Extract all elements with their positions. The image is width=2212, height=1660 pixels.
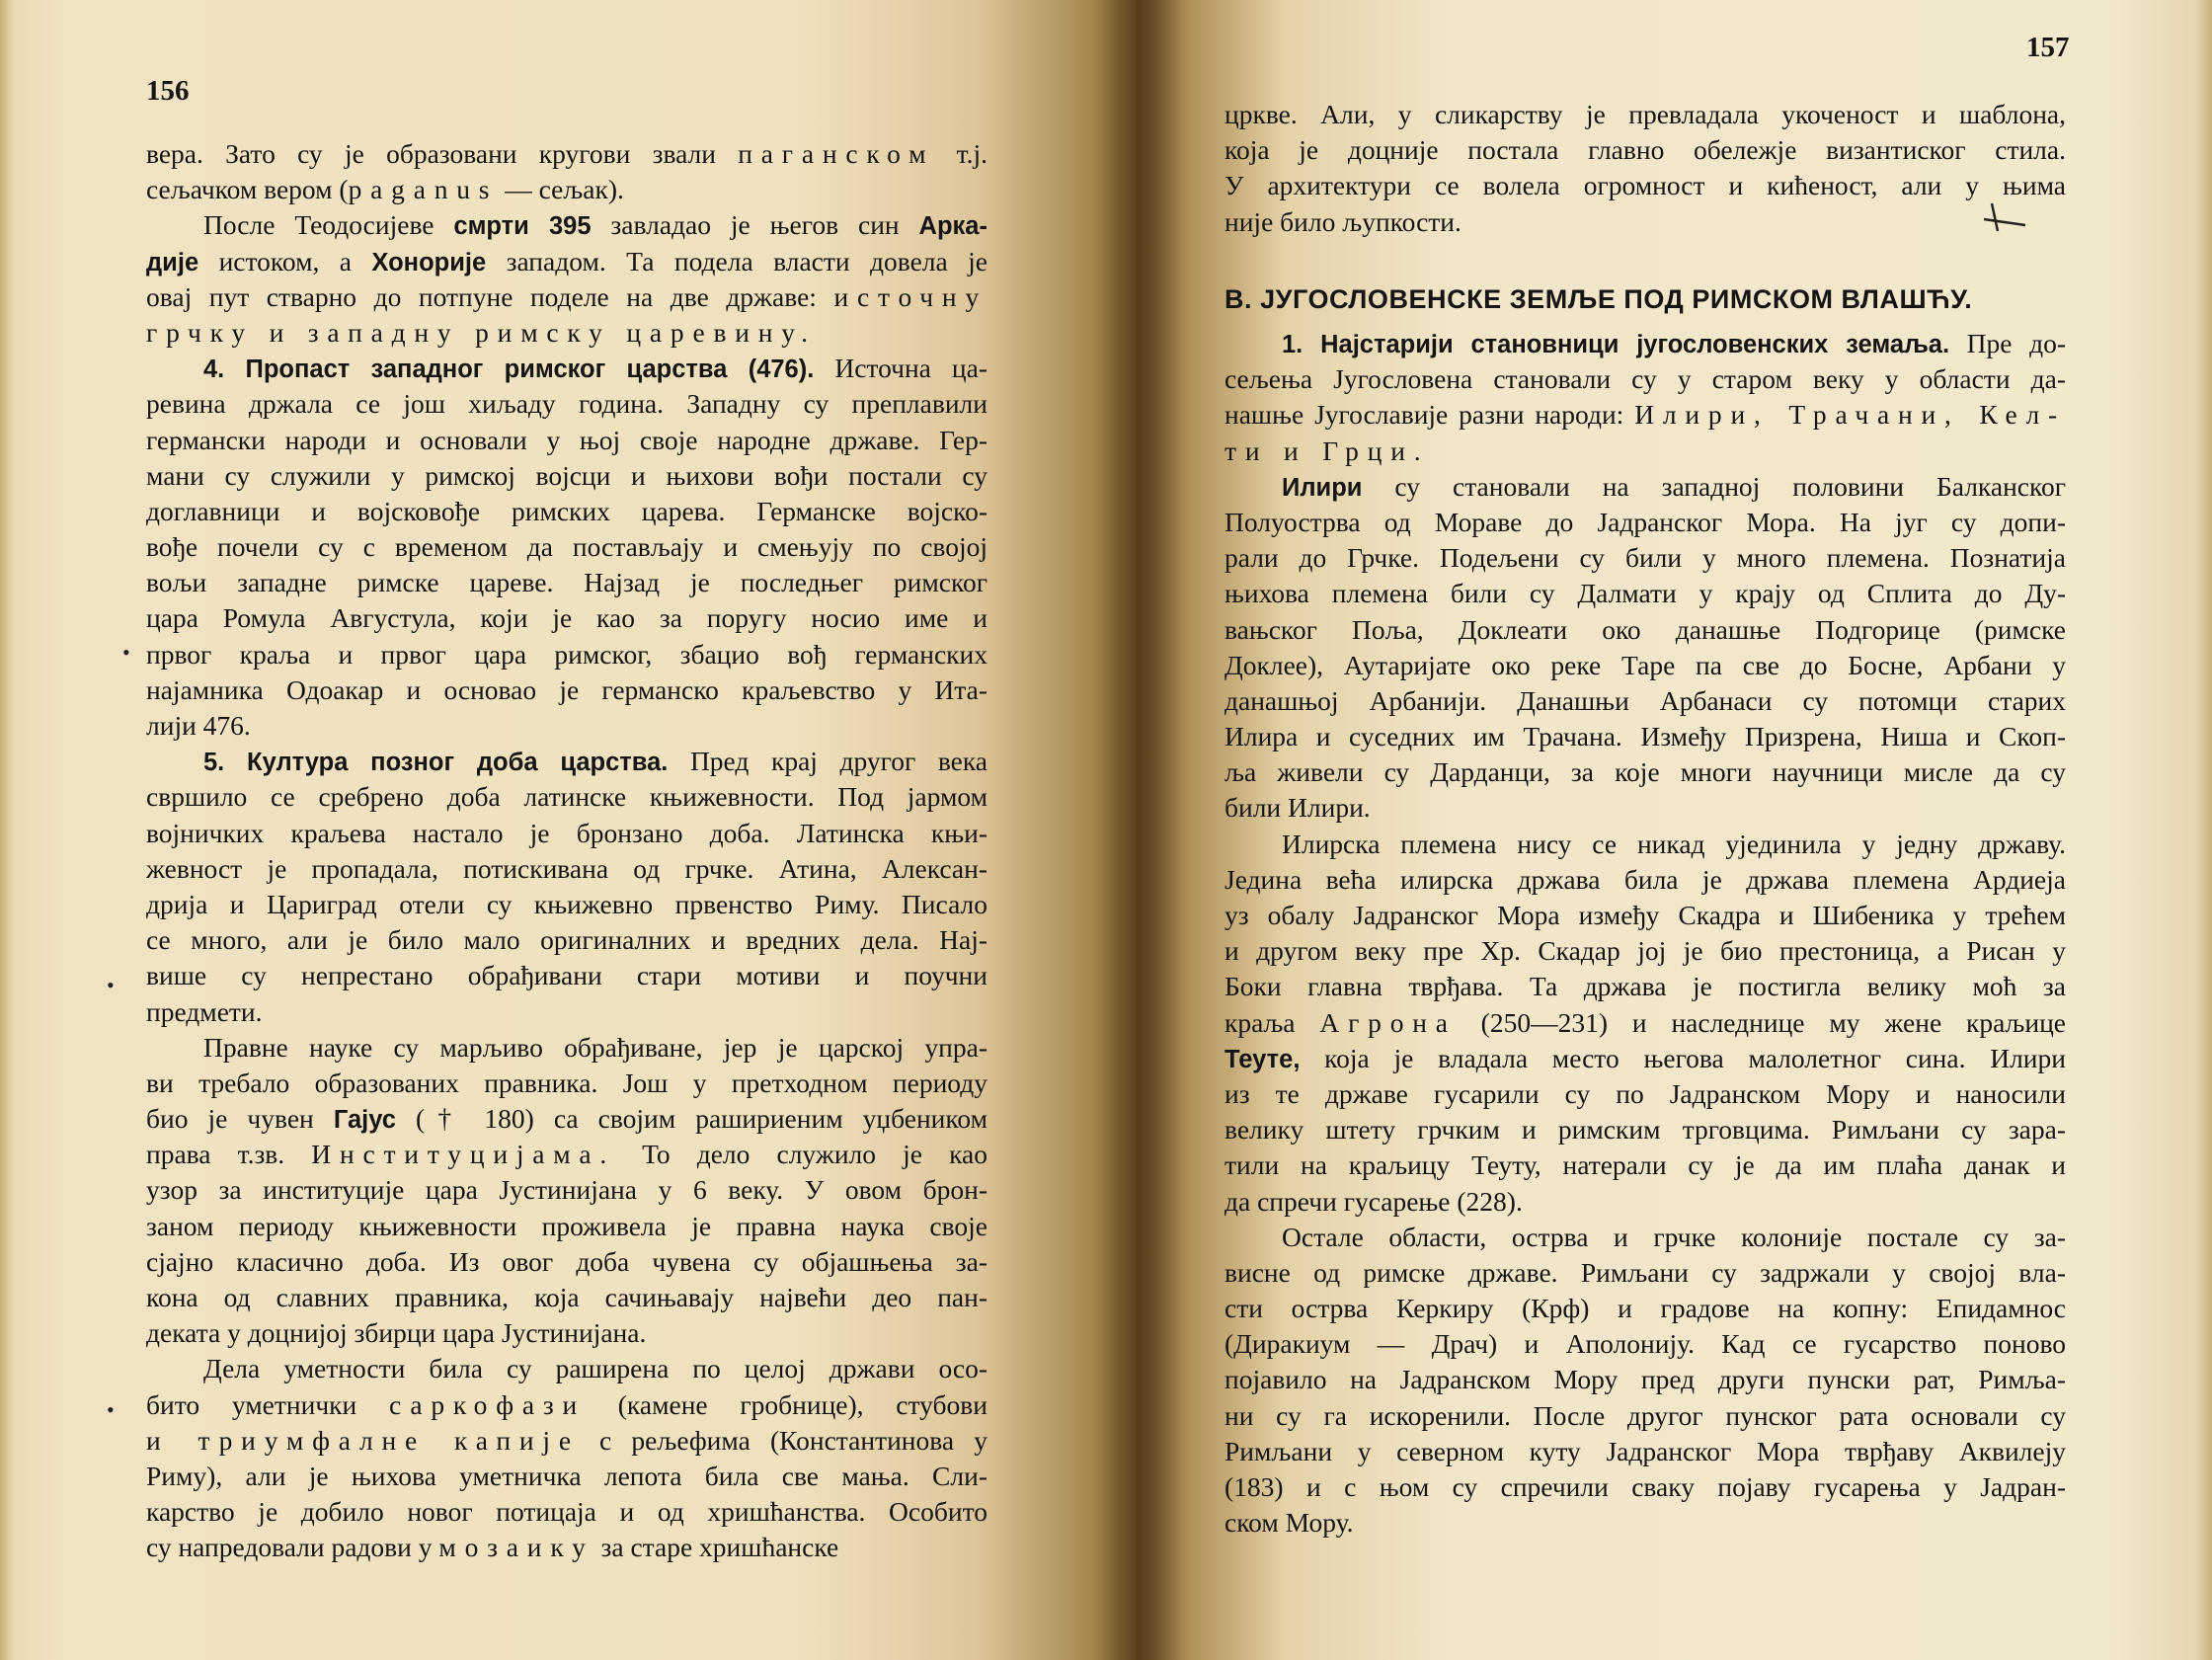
text-line [146, 851, 988, 887]
text-segment: Полуострва од Мораве до Јадранског Мора. На југ су допи- [1224, 506, 2066, 537]
bold-text: Илири [1282, 473, 1363, 502]
text-line [1224, 397, 2066, 433]
text-line [1224, 612, 2066, 648]
text-line [1224, 1005, 2066, 1041]
text-segment: сељачком вером ( [146, 174, 349, 205]
text-line [1224, 1469, 2066, 1505]
text-segment: лији 476. [146, 710, 251, 741]
text-line [146, 351, 988, 386]
text-line [146, 315, 988, 351]
text-segment: вера. Зато су је образовани кругови звали [146, 138, 739, 169]
text-segment: висне од римске државе. Римљани су задржали у својој вла- [1224, 1256, 2066, 1288]
bold-text: 5. Култура позног доба царства. [203, 749, 669, 777]
bold-text: Арка- [918, 212, 988, 241]
spaced-emphasis-text: мозаику [438, 1532, 594, 1563]
text-line [146, 494, 988, 529]
text-line [146, 779, 988, 815]
text-segment: више су непрестано обрађивани стари мотиви и поучни [146, 960, 988, 991]
text-line [1224, 898, 2066, 933]
spaced-emphasis-text: Институцијама. [311, 1139, 615, 1170]
text-line [1224, 827, 2066, 862]
text-segment: да спречи гусарење (228). [1224, 1185, 1523, 1217]
text-segment: велику штету грчким и римским трговцима. Римљани су зара- [1224, 1114, 2066, 1146]
text-line [1224, 969, 2066, 1004]
text-line [1224, 326, 2066, 361]
text-line [146, 565, 988, 600]
text-segment: ском Мору. [1224, 1507, 1354, 1539]
spaced-emphasis-text: paganus [348, 174, 499, 205]
section-heading: В. ЈУГОСЛОВЕНСКЕ ЗЕМЉЕ ПОД РИМСКОМ ВЛАШЋУ. [1224, 284, 1973, 314]
bold-text: смрти 395 [453, 212, 592, 241]
text-segment: данашњој Арбанији. Данашњи Арбанаси су потомци старих [1224, 684, 2066, 716]
text-segment: Дела уметности била су раширена по целој држави осо- [203, 1353, 988, 1384]
text-segment: свршило се сребрено доба латинске књижевности. Под јармом [146, 781, 988, 813]
text-line [146, 1530, 988, 1565]
text-line [146, 458, 988, 494]
spaced-emphasis-text: паганском [738, 138, 935, 169]
text-line [1224, 719, 2066, 754]
text-segment: и другом веку пре Хр. Скадар јој је био престоница, а Рисан у [1224, 935, 2066, 967]
text-segment: жевност је пропадала, потискивана од грчке. Атина, Алексан- [146, 852, 988, 884]
page-edge-shadow [2196, 0, 2212, 1660]
text-segment: (250—231) и наследнице му жене краљице [1456, 1006, 2066, 1038]
margin-dot-icon: • [107, 1397, 115, 1422]
text-segment: Источна ца- [814, 353, 988, 384]
text-line [1224, 862, 2066, 898]
text-segment: тили на краљицу Теуту, натерали су је да им плаћа данак и [1224, 1149, 2066, 1181]
text-line [1224, 1220, 2066, 1255]
text-segment: која је доцније постала главно обележје византиског стила. [1224, 134, 2066, 166]
text-line [146, 994, 988, 1030]
page-number-left: 156 [146, 75, 190, 107]
text-segment: рали до Грчке. Подељени су били у много племена. Познатија [1224, 542, 2066, 574]
spaced-emphasis-text: грчку и западну римску царевину. [146, 316, 817, 348]
text-segment: вође почели су с временом да постављају и смењују по својој [146, 531, 988, 563]
text-segment: права т.зв. [146, 1139, 312, 1170]
text-line [146, 672, 988, 708]
right-page-text-top [1224, 97, 2066, 240]
bold-text: 4. Пропаст западног римског царства (476). [203, 356, 815, 384]
text-line [146, 637, 988, 672]
text-segment: (183) и с њом су спречили сваку појаву гусарења у Јадран- [1224, 1471, 2066, 1502]
text-segment: сти острва Керкиру (Крф) и градове на копну: Епидамнос [1224, 1293, 2066, 1324]
text-line [146, 887, 988, 922]
text-line [146, 279, 988, 315]
text-line [146, 1459, 988, 1494]
text-line [1224, 168, 2066, 203]
text-segment: која је владала место његова малолетног сина. Илири [1300, 1042, 2066, 1073]
text-segment: цара Ромула Августула, који је као за поругу носио име и [146, 602, 988, 634]
text-line [1224, 540, 2066, 576]
text-line [146, 386, 988, 422]
bold-text: 1. Најстарији становници југословенских земаља. [1282, 331, 1950, 358]
text-segment: заном периоду књижевности проживела је правна наука своје [146, 1210, 988, 1241]
text-segment: најамника Одоакар и основао је германско краљевство у Ита- [146, 673, 988, 705]
text-line [1224, 1076, 2066, 1112]
text-segment: овај пут стварно до потпуне поделе на две државе: [146, 280, 834, 312]
text-segment: западом. Та подела власти довела је [486, 245, 988, 277]
text-segment: с рељефима (Константинова у [579, 1424, 988, 1456]
text-segment: Илира и суседних им Трачана. Између Призрена, Ниша и Скоп- [1224, 721, 2066, 752]
text-segment: (Диракиум — Драч) и Аполонију. Кад се гусарство поново [1224, 1328, 2066, 1360]
bold-text: Теуте, [1224, 1045, 1301, 1073]
text-segment: били Илири. [1224, 792, 1371, 824]
text-line [1224, 505, 2066, 540]
text-segment: вољи западне римске цареве. Најзад је последњег римског [146, 567, 988, 598]
text-segment: Римљани у северном куту Јадранског Мора тврђаву Аквилеју [1224, 1435, 2066, 1466]
text-line [146, 1280, 988, 1315]
bold-text: Хонорије [371, 248, 487, 277]
text-line [1224, 648, 2066, 683]
text-segment: У архитектури се волела огромност и кићеност, али у њима [1224, 170, 2066, 201]
text-segment: нашње Југославије разни народи: [1224, 399, 1635, 431]
spaced-emphasis-text: Агрона [1319, 1006, 1457, 1038]
spaced-emphasis-text: ти и Грци. [1224, 435, 1430, 466]
spaced-emphasis-text: саркофази [389, 1388, 587, 1420]
text-segment: бито уметнички [146, 1388, 389, 1420]
text-line [1224, 204, 2066, 240]
text-line [146, 1137, 988, 1172]
text-line [1224, 576, 2066, 611]
text-line [1224, 790, 2066, 826]
page-number-right: 157 [2026, 32, 2070, 63]
text-line [1224, 434, 2066, 469]
text-line [146, 958, 988, 993]
spaced-emphasis-text: и триумфалне капије [146, 1424, 580, 1456]
text-line [1224, 1184, 2066, 1220]
bold-text: дије [146, 248, 199, 277]
text-line [146, 423, 988, 458]
text-line [146, 136, 988, 172]
text-segment: дрија и Цариград отели су књижевно првенство Риму. Писало [146, 888, 988, 919]
text-line [1224, 1398, 2066, 1434]
book-gutter [1101, 0, 1180, 1660]
text-line [1224, 1505, 2066, 1541]
text-segment: из те државе гусарили су по Јадранском Мору и наносили [1224, 1077, 2066, 1109]
text-line [1224, 469, 2066, 505]
text-line [146, 1172, 988, 1208]
text-line [146, 1066, 988, 1101]
text-line [146, 1244, 988, 1280]
spaced-emphasis-text: источну [833, 280, 988, 312]
text-segment: доглавници и војсковође римских царева. Германске војско- [146, 495, 988, 526]
text-segment: Остале области, острва и грчке колоније постале су за- [1282, 1221, 2066, 1252]
text-segment: Једина већа илирска држава била је држава племена Ардиеја [1224, 863, 2066, 895]
text-line [1224, 1112, 2066, 1147]
text-segment: сељења Југословена становали су у старом веку у области да- [1224, 363, 2066, 395]
text-segment: Доклее), Аутаријате око реке Таре па све до Босне, Арбани у [1224, 649, 2066, 680]
left-page-text [146, 136, 988, 1566]
text-segment: То дело служило је као [615, 1139, 988, 1170]
text-line [146, 1494, 988, 1530]
bold-text: Гајус [333, 1106, 396, 1135]
text-segment: германски народи и основали у њој своје народне државе. Гер- [146, 424, 988, 455]
text-line [146, 1387, 988, 1423]
text-segment: мани су служили у римској војсци и њихови вођи постали су [146, 459, 988, 491]
text-segment: Боки главна тврђава. Та држава је постигла велику моћ за [1224, 971, 2066, 1002]
text-line [146, 1101, 988, 1137]
text-line [1224, 1041, 2066, 1076]
text-segment: карство је добило новог потицаја и од хришћанства. Особито [146, 1496, 988, 1528]
text-line [1224, 132, 2066, 168]
text-line [1224, 361, 2066, 397]
text-segment: т.ј. [934, 138, 988, 169]
text-segment: Илирска племена нису се никад ујединила у једну државу. [1282, 828, 2066, 859]
text-segment: ви требало образованих правника. Још у претходном периоду [146, 1067, 988, 1098]
text-line [1224, 1147, 2066, 1183]
text-segment: сјајно класично доба. Из овог доба чувена су објашњења за- [146, 1245, 988, 1277]
text-segment: Пред крај другог века [668, 746, 988, 777]
text-segment: истоком, а [198, 245, 372, 277]
text-line [146, 529, 988, 565]
text-line [1224, 1326, 2066, 1362]
text-line [146, 708, 988, 744]
text-line [1224, 754, 2066, 790]
text-line [1224, 933, 2066, 969]
text-segment: ља живели су Дарданци, за које многи научници мисле да су [1224, 756, 2066, 788]
text-line [1224, 1434, 2066, 1469]
text-segment: њихова племена били су Далмати у крају од Сплита до Ду- [1224, 578, 2066, 609]
text-line [1224, 1362, 2066, 1397]
text-segment: није било љупкости. [1224, 205, 1462, 237]
text-line [146, 1209, 988, 1244]
text-line [146, 207, 988, 243]
text-segment: краља [1224, 1006, 1320, 1038]
handwritten-mark-icon [1980, 198, 2029, 237]
text-line [1224, 683, 2066, 719]
text-line [146, 244, 988, 279]
text-segment: војничких краљева настало је бронзано доба. Латинска књи- [146, 817, 988, 848]
text-segment: Пре до- [1949, 328, 2066, 358]
text-line [1224, 1291, 2066, 1326]
text-segment: првог краља и првог цара римског, збацио вођ германских [146, 638, 988, 670]
text-segment: за старе хришћанске [593, 1532, 839, 1563]
page-edge-shadow [0, 0, 14, 1660]
text-segment: су становали на западној половини Балканског [1362, 470, 2066, 502]
text-segment: ревина држала се још хиљаду година. Западну су преплавили [146, 388, 988, 420]
right-page-text [1224, 326, 2066, 1541]
text-segment: узор за институције цара Јустинијана у 6 веку. У овом брон- [146, 1174, 988, 1206]
text-line [146, 172, 988, 207]
text-segment: предмети. [146, 995, 263, 1027]
text-line [146, 816, 988, 851]
text-segment: Правне науке су марљиво обрађиване, јер је царској упра- [203, 1031, 988, 1063]
text-segment: вањског Поља, Доклеати око данашње Подгорице (римске [1224, 613, 2066, 645]
text-line [146, 1030, 988, 1066]
text-segment: Риму), али је њихова уметничка лепота била све мања. Сли- [146, 1460, 988, 1491]
text-segment: кона од славних правника, која сачињавају највећи део пан- [146, 1282, 988, 1312]
text-line [146, 600, 988, 636]
text-line [146, 1423, 988, 1459]
text-segment: уз обалу Јадранског Мора између Скадра и Шибеника у трећем [1224, 900, 2066, 930]
text-line [146, 922, 988, 958]
text-segment: завладао је његов син [591, 209, 919, 241]
margin-dot-icon: • [122, 640, 130, 665]
text-segment: († 180) са својим рашириеним уџбеником [395, 1103, 988, 1135]
spaced-emphasis-text: Илири, Трачани, Кел- [1634, 399, 2066, 431]
text-segment: (камене гробнице), стубови [586, 1388, 988, 1420]
text-line [1224, 97, 2066, 132]
text-line [146, 1351, 988, 1386]
text-segment: био је чувен [146, 1103, 334, 1135]
text-segment: После Теодосијеве [203, 209, 454, 241]
text-segment: деката у доцнијој збирци цара Јустинијана. [146, 1317, 647, 1349]
text-line [1224, 1255, 2066, 1291]
text-segment: — сељак). [498, 174, 624, 205]
text-line [146, 1315, 988, 1351]
text-segment: су напредовали радови у [146, 1532, 439, 1563]
text-line [146, 744, 988, 779]
text-segment: појавило на Јадранском Мору пред други пунски рат, Римља- [1224, 1364, 2066, 1395]
text-segment: цркве. Али, у сликарству је превладала укоченост и шаблона, [1224, 99, 2066, 129]
margin-dot-icon: • [107, 973, 115, 997]
text-segment: ни су га искоренили. После другог пунског рата основали су [1224, 1399, 2066, 1431]
text-segment: се много, али је било мало оригиналних и вредних дела. Нај- [146, 924, 988, 956]
